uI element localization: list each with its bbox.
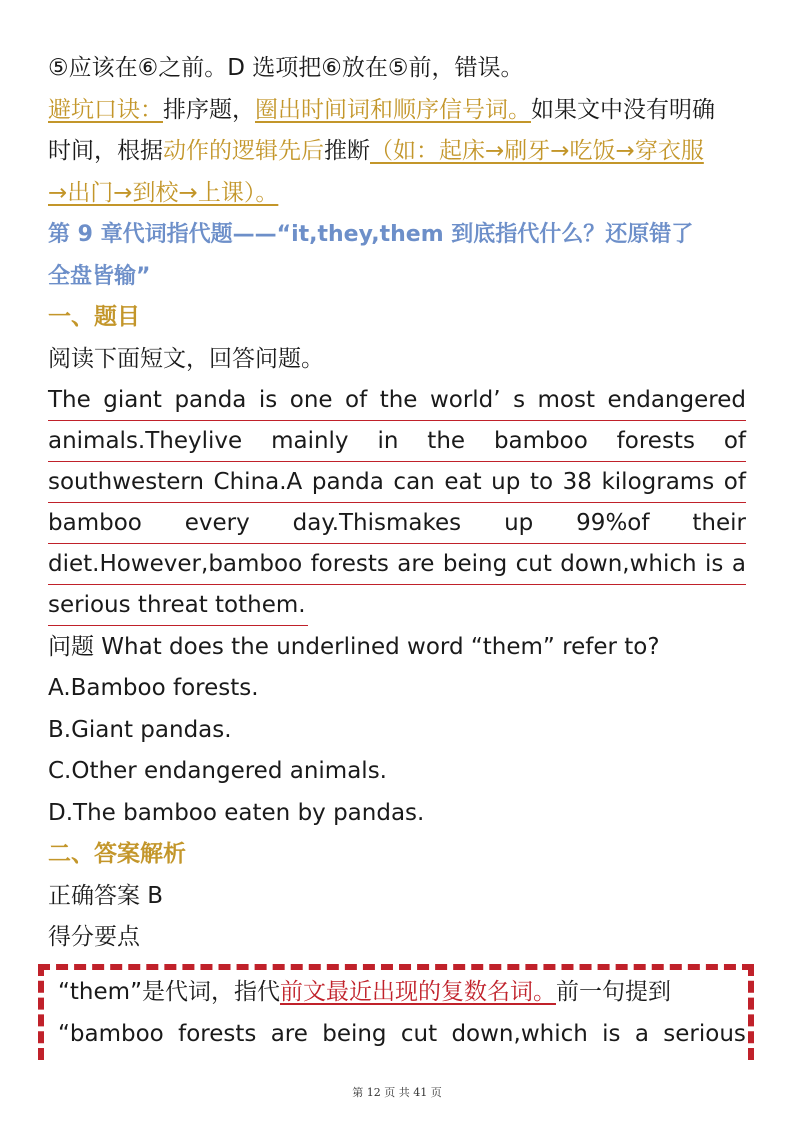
passage-word: the (427, 428, 466, 454)
passage-word: panda (311, 469, 384, 495)
box-word: a (634, 1020, 649, 1047)
passage-line (48, 462, 746, 503)
passage-word: world’ (429, 387, 501, 413)
box-word: serious (663, 1020, 746, 1047)
chapter-title-line-1: 第 9 章代词指代题——“it,they,them 到底指代什么？还原错了 (48, 222, 694, 247)
passage-word: mainly (271, 428, 349, 454)
instruction: 阅读下面短文，回答问题。 (48, 345, 324, 372)
passage-word: endangered (607, 387, 746, 413)
passage-word: in (377, 428, 399, 454)
passage-last-line: serious threat tothem. (48, 585, 308, 626)
passage-line (48, 544, 746, 585)
passage-word: down,which (560, 551, 697, 577)
document-page (48, 48, 746, 959)
box-highlight: 前文最近出现的复数名词。 (279, 979, 556, 1005)
passage-word: their (692, 510, 746, 536)
chapter-title-line-2: 全盘皆输” (48, 263, 151, 289)
passage-word: is (258, 387, 278, 413)
passage-word: up (504, 510, 534, 536)
tip-text-3: 时间，根据 (48, 138, 163, 164)
passage-word: up (491, 469, 521, 495)
correct-answer: 正确答案 B (48, 882, 164, 909)
box-text-a: “them”是代词，指代 (58, 979, 280, 1005)
page-footer: 第 12 页 共 41 页 (352, 1086, 442, 1099)
passage-word: eat (444, 469, 482, 495)
passage-word: being (442, 551, 508, 577)
passage-word: forests (310, 551, 389, 577)
passage-word: bamboo (493, 428, 588, 454)
intro-line-1: ⑤应该在⑥之前。D 选项把⑥放在⑤前，错误。 (48, 55, 524, 81)
passage-word: diet.However,bamboo (48, 551, 303, 577)
passage-word: 38 (562, 469, 592, 495)
box-line-2 (58, 1014, 746, 1056)
box-word: forests (178, 1020, 257, 1047)
option-d: D.The bamboo eaten by pandas. (48, 799, 425, 826)
passage-word: panda (174, 387, 247, 413)
option-c: C.Other endangered animals. (48, 758, 387, 784)
tip-text: 排序题， (163, 96, 255, 123)
tip-highlight: 圈出时间词和顺序信号词。 (255, 96, 531, 123)
passage-word: the (379, 387, 418, 413)
passage-word: a (731, 551, 746, 577)
tip-text-4: 推断 (324, 138, 370, 164)
section-heading-question: 一、题目 (48, 304, 140, 330)
passage-word: is (705, 551, 724, 577)
passage-word: of (723, 428, 746, 454)
passage-word: China.A (213, 469, 303, 495)
section-heading-answer: 二、答案解析 (48, 841, 186, 867)
passage-word: The (48, 387, 91, 413)
box-line-1 (58, 972, 746, 1014)
box-word: “bamboo (58, 1020, 164, 1047)
passage-word: are (397, 551, 435, 577)
passage-word: of (723, 469, 746, 495)
passage-word: giant (103, 387, 162, 413)
passage-word: most (537, 387, 596, 413)
box-text-c: 前一句提到 (555, 979, 671, 1005)
passage-word: forests (616, 428, 695, 454)
passage-word: s (513, 387, 526, 413)
tip-text-2: 如果文中没有明确 (531, 96, 715, 123)
box-word: being (322, 1020, 387, 1047)
box-word: are (270, 1020, 308, 1047)
tip-line-3 (48, 173, 746, 215)
tip-line-2 (48, 131, 746, 173)
passage-word: bamboo (48, 510, 142, 536)
passage-word: southwestern (48, 469, 204, 495)
tip-label: 避坑口诀： (48, 96, 163, 123)
question: 问题 What does the underlined word “them” refer to? (48, 633, 660, 660)
box-word: cut (400, 1020, 438, 1047)
highlight-box-text (58, 972, 746, 1055)
passage-word: can (393, 469, 435, 495)
passage-line (48, 503, 746, 544)
points-label: 得分要点 (48, 924, 140, 950)
passage-word: one (289, 387, 333, 413)
option-a: A.Bamboo forests. (48, 675, 259, 701)
passage-word: cut (515, 551, 552, 577)
tip-logic: 动作的逻辑先后 (163, 138, 324, 164)
tip-line (48, 90, 746, 132)
passage-word: day.Thismakes (292, 510, 462, 536)
passage-line (48, 421, 746, 462)
box-word: is (602, 1020, 621, 1047)
passage-word: animals.Theylive (48, 428, 243, 454)
passage-word: kilograms (601, 469, 715, 495)
passage-line (48, 380, 746, 421)
tip-example: （如：起床→刷牙→吃饭→穿衣服 (370, 138, 704, 164)
passage-word: 99%of (576, 510, 650, 536)
passage-word: every (184, 510, 250, 536)
passage-word: of (345, 387, 368, 413)
passage (48, 380, 746, 627)
box-word: down,which (451, 1020, 588, 1047)
tip-example-end: →出门→到校→上课）。 (48, 179, 279, 206)
passage-word: to (529, 469, 554, 495)
option-b: B.Giant pandas. (48, 716, 232, 743)
